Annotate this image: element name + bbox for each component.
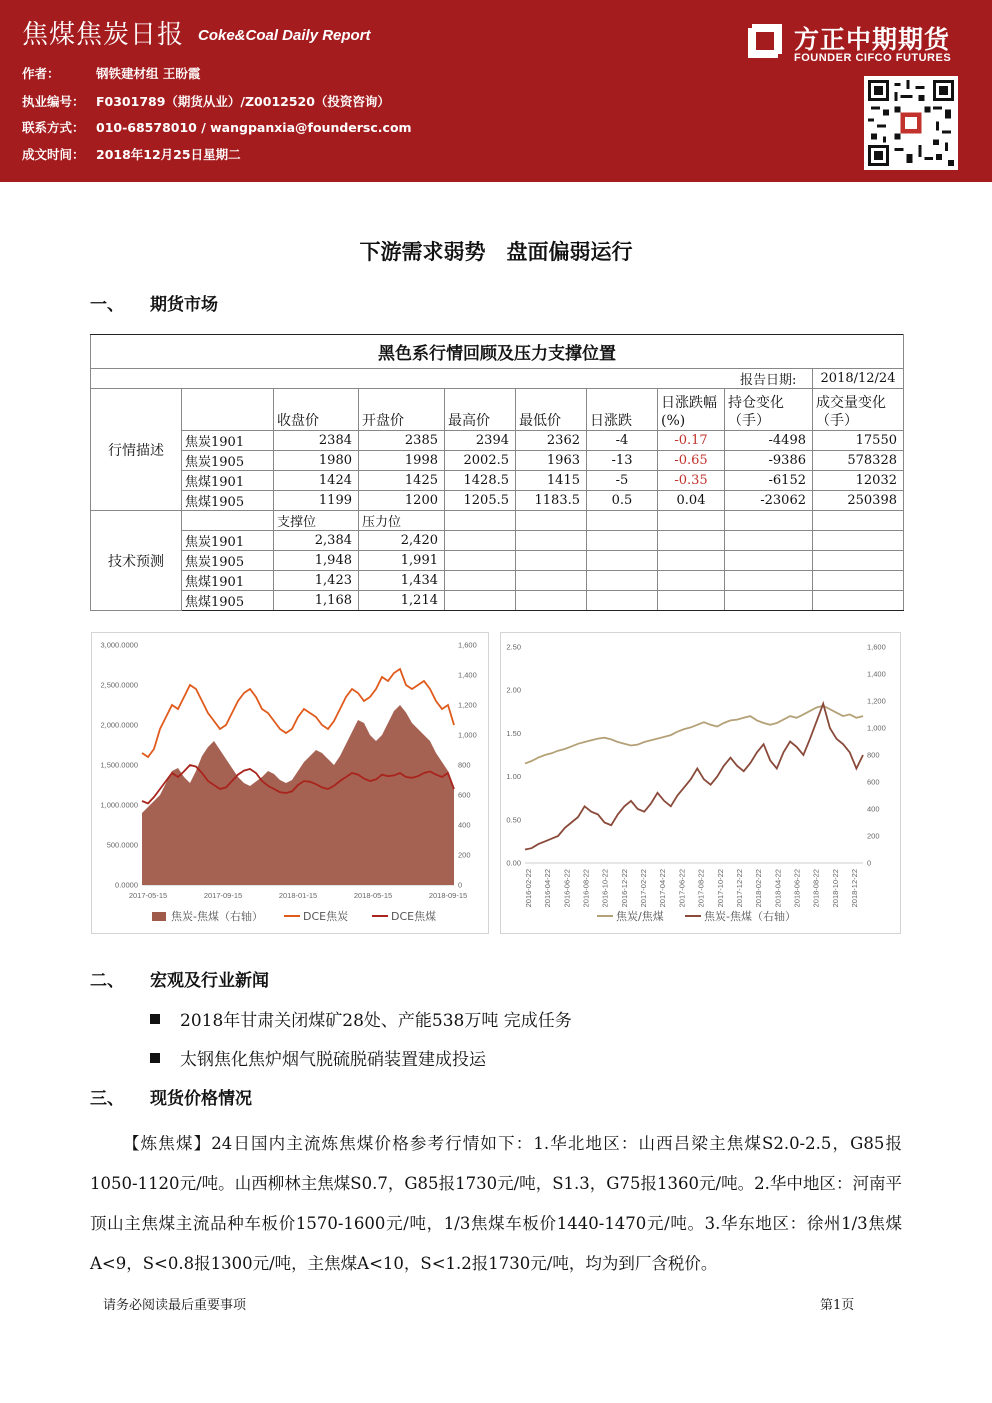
close-price: 2384 bbox=[274, 431, 359, 451]
oi-change: -6152 bbox=[725, 471, 813, 491]
col-header-close: 收盘价 bbox=[274, 389, 359, 431]
daily-change-pct: 0.04 bbox=[658, 491, 725, 511]
contract-name: 焦炭1905 bbox=[182, 451, 274, 471]
col-header-high: 最高价 bbox=[445, 389, 516, 431]
table-row bbox=[91, 551, 904, 571]
news-item bbox=[150, 1045, 486, 1070]
volume-change: 17550 bbox=[813, 431, 904, 451]
table-row bbox=[91, 451, 904, 471]
document-title: 下游需求弱势 盘面偏弱运行 bbox=[359, 239, 633, 264]
col-header-change: 日涨跌 bbox=[587, 389, 658, 431]
y-left-tick-label: 2.00 bbox=[506, 685, 521, 695]
license-label: 执业编号： bbox=[22, 94, 85, 109]
daily-change: -4 bbox=[587, 431, 658, 451]
company-logo bbox=[744, 20, 984, 70]
table-row bbox=[91, 571, 904, 591]
table-caption: 黑色系行情回顾及压力支撑位置 bbox=[91, 335, 904, 369]
table-row bbox=[91, 431, 904, 451]
table-row bbox=[91, 471, 904, 491]
x-tick-label: 2017-12-22 bbox=[734, 869, 744, 908]
license-line bbox=[22, 92, 390, 110]
volume-change: 250398 bbox=[813, 491, 904, 511]
x-tick-label: 2018-10-22 bbox=[830, 869, 840, 908]
contact-value: 010-68578010 / wangpanxia@foundersc.com bbox=[96, 120, 412, 135]
open-price: 1425 bbox=[359, 471, 445, 491]
y-left-tick-label: 500.0000 bbox=[106, 840, 138, 850]
daily-change-pct: -0.65 bbox=[658, 451, 725, 471]
contract-name: 焦煤1901 bbox=[182, 471, 274, 491]
x-tick-label: 2017-08-22 bbox=[696, 869, 706, 908]
chart-ratio-spread bbox=[500, 632, 901, 934]
y-left-tick-label: 3,000.0000 bbox=[100, 640, 138, 650]
author-line bbox=[22, 64, 200, 82]
support-level: 1,168 bbox=[274, 591, 359, 611]
y-left-tick-label: 1.50 bbox=[506, 728, 521, 738]
daily-change-pct: -0.17 bbox=[658, 431, 725, 451]
chart-price-spread-svg bbox=[92, 633, 488, 933]
contact-label: 联系方式： bbox=[22, 120, 85, 135]
high-price: 1205.5 bbox=[445, 491, 516, 511]
open-price: 1200 bbox=[359, 491, 445, 511]
y-right-tick-label: 800 bbox=[867, 750, 880, 760]
report-date: 2018/12/24 bbox=[813, 369, 904, 389]
y-left-tick-label: 2,500.0000 bbox=[100, 680, 138, 690]
x-tick-label: 2018-09-15 bbox=[428, 891, 468, 900]
report-header bbox=[0, 0, 992, 182]
y-left-tick-label: 2.50 bbox=[506, 642, 521, 652]
legend-swatch bbox=[152, 912, 166, 921]
section-title: 期货市场 bbox=[150, 295, 218, 315]
col-header-volume-change: 成交量变化（手） bbox=[813, 389, 904, 431]
x-tick-label: 2017-10-22 bbox=[715, 869, 725, 908]
daily-change: 0.5 bbox=[587, 491, 658, 511]
open-price: 2385 bbox=[359, 431, 445, 451]
y-right-tick-label: 1,000 bbox=[458, 730, 477, 740]
x-tick-label: 2016-04-22 bbox=[543, 869, 553, 908]
section-heading-news bbox=[90, 966, 269, 991]
y-right-tick-label: 1,000 bbox=[867, 723, 886, 733]
close-price: 1199 bbox=[274, 491, 359, 511]
support-level: 1,423 bbox=[274, 571, 359, 591]
y-right-tick-label: 0 bbox=[458, 880, 463, 890]
y-left-tick-label: 0.50 bbox=[506, 815, 521, 825]
high-price: 2002.5 bbox=[445, 451, 516, 471]
legend-label: 焦炭-焦煤（右轴） bbox=[704, 910, 796, 923]
daily-change: -5 bbox=[587, 471, 658, 491]
oi-change: -23062 bbox=[725, 491, 813, 511]
y-left-tick-label: 0.00 bbox=[506, 858, 521, 868]
y-left-tick-label: 0.0000 bbox=[115, 880, 138, 890]
x-tick-label: 2018-04-22 bbox=[773, 869, 783, 908]
x-tick-label: 2017-02-22 bbox=[639, 869, 649, 908]
daily-change: -13 bbox=[587, 451, 658, 471]
section-number: 二、 bbox=[90, 971, 124, 991]
x-tick-label: 2017-04-22 bbox=[658, 869, 668, 908]
close-price: 1424 bbox=[274, 471, 359, 491]
x-tick-label: 2018-12-22 bbox=[850, 869, 859, 908]
y-right-tick-label: 400 bbox=[867, 804, 880, 814]
x-tick-label: 2016-06-22 bbox=[562, 869, 572, 908]
col-header-change-pct: 日涨跌幅(%) bbox=[658, 389, 725, 431]
chart-price-spread bbox=[91, 632, 489, 934]
y-right-tick-label: 600 bbox=[458, 790, 471, 800]
license-value: F0301789（期货从业）/Z0012520（投资咨询） bbox=[96, 94, 390, 109]
oi-change: -4498 bbox=[725, 431, 813, 451]
low-price: 1183.5 bbox=[516, 491, 587, 511]
x-tick-label: 2016-10-22 bbox=[600, 869, 610, 908]
volume-change: 12032 bbox=[813, 471, 904, 491]
section-number: 三、 bbox=[90, 1089, 124, 1109]
y-right-tick-label: 600 bbox=[867, 777, 880, 787]
low-price: 2362 bbox=[516, 431, 587, 451]
author-value: 钢铁建材组 王盼霞 bbox=[96, 66, 201, 81]
section-title: 现货价格情况 bbox=[150, 1089, 252, 1109]
x-tick-label: 2017-05-15 bbox=[128, 891, 168, 900]
contract-name: 焦煤1905 bbox=[182, 491, 274, 511]
x-tick-label: 2017-06-22 bbox=[677, 869, 687, 908]
legend-label: DCE焦煤 bbox=[391, 910, 437, 923]
report-date-label: 报告日期: bbox=[725, 369, 813, 389]
page-number: 第1页 bbox=[820, 1298, 855, 1313]
footer-notice: 请务必阅读最后重要事项 bbox=[103, 1298, 247, 1313]
y-right-tick-label: 1,200 bbox=[867, 696, 886, 706]
logo-mark-icon bbox=[744, 20, 786, 62]
y-right-tick-label: 200 bbox=[458, 850, 471, 860]
table-row bbox=[91, 591, 904, 611]
resistance-level: 1,214 bbox=[359, 591, 445, 611]
logo-text-en: FOUNDER CIFCO FUTURES bbox=[794, 52, 952, 64]
x-tick-label: 2016-08-22 bbox=[581, 869, 591, 908]
spot-price-paragraph: 【炼焦煤】24日国内主流炼焦煤价格参考行情如下：1.华北地区：山西吕梁主焦煤S2.0-2.5，G85报1050-1120元/吨。山西柳林主焦煤S0.7，G85报1730元/吨，S1.3，G75报1360元/吨。2.华中地区：河南平顶山主焦煤主流品种车板价1570-1600元/吨，1/3焦煤车板价1440-1470元/吨。3.华东地区：徐州1/3焦煤A<9，S<0.8报1300元/吨，主焦煤A<10，S<1.2报1730元/吨，均为到厂含税价。 bbox=[90, 1134, 902, 1273]
col-header-oi-change: 持仓变化（手） bbox=[725, 389, 813, 431]
table-row bbox=[91, 491, 904, 511]
market-section-label: 行情描述 bbox=[91, 389, 182, 511]
y-left-tick-label: 2,000.0000 bbox=[100, 720, 138, 730]
support-level: 1,948 bbox=[274, 551, 359, 571]
y-right-tick-label: 1,200 bbox=[458, 700, 477, 710]
y-right-tick-label: 200 bbox=[867, 831, 880, 841]
report-title-cn: 焦煤焦炭日报 bbox=[22, 20, 185, 50]
resistance-level: 1,434 bbox=[359, 571, 445, 591]
news-item bbox=[150, 1006, 572, 1031]
x-tick-label: 2018-01-15 bbox=[278, 891, 318, 900]
y-right-tick-label: 1,400 bbox=[458, 670, 477, 680]
market-summary-table bbox=[90, 334, 904, 611]
x-tick-label: 2018-06-22 bbox=[792, 869, 802, 908]
news-text: 2018年甘肃关闭煤矿28处、产能538万吨 完成任务 bbox=[180, 1011, 572, 1031]
y-right-tick-label: 1,600 bbox=[458, 640, 477, 650]
tech-section-label: 技术预测 bbox=[91, 511, 182, 611]
bullet-square-icon bbox=[150, 1014, 160, 1024]
date-value: 2018年12月25日星期二 bbox=[96, 147, 241, 162]
contract-name: 焦煤1901 bbox=[182, 571, 274, 591]
resistance-level: 2,420 bbox=[359, 531, 445, 551]
section-title: 宏观及行业新闻 bbox=[150, 971, 269, 991]
legend-label: 焦炭-焦煤（右轴） bbox=[171, 910, 263, 923]
section-number: 一、 bbox=[90, 295, 124, 315]
news-text: 太钢焦化焦炉烟气脱硫脱硝装置建成投运 bbox=[180, 1050, 486, 1070]
contact-line bbox=[22, 118, 412, 136]
date-line bbox=[22, 145, 241, 163]
high-price: 2394 bbox=[445, 431, 516, 451]
logo-text-cn: 方正中期期货 bbox=[794, 25, 951, 54]
date-label: 成文时间： bbox=[22, 147, 85, 162]
series-area bbox=[142, 705, 454, 885]
col-header-low: 最低价 bbox=[516, 389, 587, 431]
x-tick-label: 2018-08-22 bbox=[811, 869, 821, 908]
y-left-tick-label: 1.00 bbox=[506, 772, 521, 782]
y-left-tick-label: 1,500.0000 bbox=[100, 760, 138, 770]
contract-name: 焦煤1905 bbox=[182, 591, 274, 611]
y-right-tick-label: 0 bbox=[867, 858, 872, 868]
section-heading-futures bbox=[90, 290, 218, 315]
report-title-en: Coke&Coal Daily Report bbox=[198, 27, 371, 44]
contract-name: 焦炭1901 bbox=[182, 431, 274, 451]
low-price: 1963 bbox=[516, 451, 587, 471]
x-tick-label: 2018-05-15 bbox=[353, 891, 393, 900]
daily-change-pct: -0.35 bbox=[658, 471, 725, 491]
resistance-level: 1,991 bbox=[359, 551, 445, 571]
col-header-resistance: 压力位 bbox=[359, 511, 445, 531]
contract-name: 焦炭1905 bbox=[182, 551, 274, 571]
close-price: 1980 bbox=[274, 451, 359, 471]
open-price: 1998 bbox=[359, 451, 445, 471]
legend-label: 焦炭/焦煤 bbox=[616, 910, 664, 923]
section-heading-spot bbox=[90, 1084, 252, 1109]
x-tick-label: 2016-02-22 bbox=[524, 869, 533, 908]
y-left-tick-label: 1,000.0000 bbox=[100, 800, 138, 810]
author-label: 作者： bbox=[22, 66, 60, 81]
low-price: 1415 bbox=[516, 471, 587, 491]
x-tick-label: 2016-12-22 bbox=[619, 869, 629, 908]
x-tick-label: 2017-09-15 bbox=[203, 891, 243, 900]
col-header-support: 支撑位 bbox=[274, 511, 359, 531]
oi-change: -9386 bbox=[725, 451, 813, 471]
table-row bbox=[91, 531, 904, 551]
y-right-tick-label: 1,600 bbox=[867, 642, 886, 652]
y-right-tick-label: 800 bbox=[458, 760, 471, 770]
volume-change: 578328 bbox=[813, 451, 904, 471]
chart-ratio-spread-svg bbox=[501, 633, 900, 933]
high-price: 1428.5 bbox=[445, 471, 516, 491]
qr-code-icon bbox=[864, 76, 958, 170]
x-tick-label: 2018-02-22 bbox=[754, 869, 764, 908]
y-right-tick-label: 400 bbox=[458, 820, 471, 830]
col-header-open: 开盘价 bbox=[359, 389, 445, 431]
contract-name: 焦炭1901 bbox=[182, 531, 274, 551]
bullet-square-icon bbox=[150, 1053, 160, 1063]
legend-label: DCE焦炭 bbox=[303, 910, 349, 923]
y-right-tick-label: 1,400 bbox=[867, 669, 886, 679]
support-level: 2,384 bbox=[274, 531, 359, 551]
